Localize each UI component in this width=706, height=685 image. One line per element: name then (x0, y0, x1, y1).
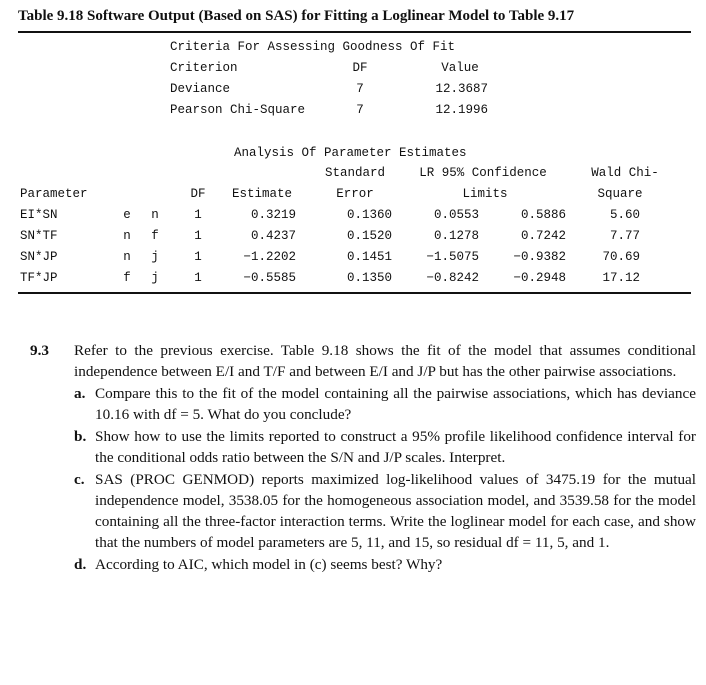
exercise-part (74, 469, 696, 553)
header-limits: Limits (462, 187, 508, 201)
fit-heading: Criteria For Assessing Goodness Of Fit (170, 40, 456, 54)
row-estimate: 0.3219 (250, 208, 296, 222)
table-title: Table 9.18 Software Output (Based on SAS) for Fitting a Loglinear Model to Table 9.17 (18, 8, 575, 24)
row-level1: n (123, 250, 131, 264)
row-chisq: 7.77 (609, 229, 640, 243)
header-estimate: Estimate (231, 187, 292, 201)
header-error: Error (336, 187, 374, 201)
row-lower: −0.8242 (426, 271, 479, 285)
row-df: 1 (194, 208, 202, 222)
part-label: b. (74, 428, 87, 445)
part-text: SAS (PROC GENMOD) reports maximized log-likelihood values of 3475.19 for the mutual independence model, 3538.05 for the homogeneous association model, and 3539.58 for the model containing all the three-factor interaction terms. Write the loglinear model for each case, and show that the numbers of model parameters are 5, 11, and 15, so residual df = 11, 5, and 1. (95, 471, 696, 551)
row-se: 0.1520 (346, 229, 392, 243)
fit-col-df: DF (352, 61, 368, 75)
header-square: Square (597, 187, 643, 201)
part-label: c. (74, 471, 85, 488)
fit-row-value: 12.3687 (435, 82, 488, 96)
row-df: 1 (194, 250, 202, 264)
part-label: d. (74, 556, 87, 573)
exercise-part (74, 383, 696, 425)
row-df: 1 (194, 229, 202, 243)
fit-row-df: 7 (356, 103, 364, 117)
exercise-part (74, 554, 696, 575)
table-top-rule (18, 31, 691, 33)
row-level2: f (151, 229, 159, 243)
table-bottom-rule (18, 292, 691, 294)
row-chisq: 17.12 (602, 271, 640, 285)
row-chisq: 70.69 (602, 250, 640, 264)
row-df: 1 (194, 271, 202, 285)
row-param: SN*JP (20, 250, 58, 264)
header-standard: Standard (324, 166, 385, 180)
part-label: a. (74, 385, 86, 402)
row-param: TF*JP (20, 271, 58, 285)
part-text: According to AIC, which model in (c) seems best? Why? (95, 556, 443, 573)
row-estimate: −0.5585 (243, 271, 296, 285)
row-level2: n (151, 208, 159, 222)
part-text: Show how to use the limits reported to construct a 95% profile likelihood confidence interval for the conditional odds ratio between the S/N and J/P scales. Interpret. (95, 428, 696, 466)
row-param: EI*SN (20, 208, 58, 222)
row-lower: 0.1278 (433, 229, 479, 243)
row-chisq: 5.60 (609, 208, 640, 222)
row-upper: 0.7242 (520, 229, 566, 243)
row-upper: 0.5886 (520, 208, 566, 222)
exercise-intro: Refer to the previous exercise. Table 9.18 shows the fit of the model that assumes conditional independence between E/I and T/F and between E/I and J/P but has the other pairwise associations. (74, 342, 696, 380)
exercise-number: 9.3 (30, 342, 49, 359)
exercise-text (74, 340, 696, 575)
row-upper: −0.9382 (513, 250, 566, 264)
fit-col-value: Value (441, 61, 479, 75)
exercise-part (74, 426, 696, 468)
estimates-heading: Analysis Of Parameter Estimates (234, 146, 467, 160)
header-lr-confidence: LR 95% Confidence (419, 166, 547, 180)
part-text: Compare this to the fit of the model containing all the pairwise associations, which has deviance 10.16 with df = 5. What do you conclude? (95, 385, 696, 423)
header-df: DF (190, 187, 206, 201)
header-wald: Wald Chi- (591, 166, 659, 180)
fit-row-df: 7 (356, 82, 364, 96)
row-param: SN*TF (20, 229, 58, 243)
fit-col-criterion: Criterion (170, 61, 238, 75)
row-lower: 0.0553 (433, 208, 479, 222)
row-se: 0.1350 (346, 271, 392, 285)
row-se: 0.1360 (346, 208, 392, 222)
header-parameter: Parameter (20, 187, 88, 201)
row-level2: j (151, 271, 159, 285)
fit-row-criterion: Deviance (170, 82, 231, 96)
row-estimate: −1.2202 (243, 250, 296, 264)
row-upper: −0.2948 (513, 271, 566, 285)
row-level1: e (123, 208, 131, 222)
fit-row-criterion: Pearson Chi-Square (170, 103, 306, 117)
row-level1: f (123, 271, 131, 285)
row-lower: −1.5075 (426, 250, 479, 264)
row-se: 0.1451 (346, 250, 392, 264)
row-estimate: 0.4237 (250, 229, 296, 243)
row-level1: n (123, 229, 131, 243)
fit-row-value: 12.1996 (435, 103, 488, 117)
row-level2: j (151, 250, 159, 264)
